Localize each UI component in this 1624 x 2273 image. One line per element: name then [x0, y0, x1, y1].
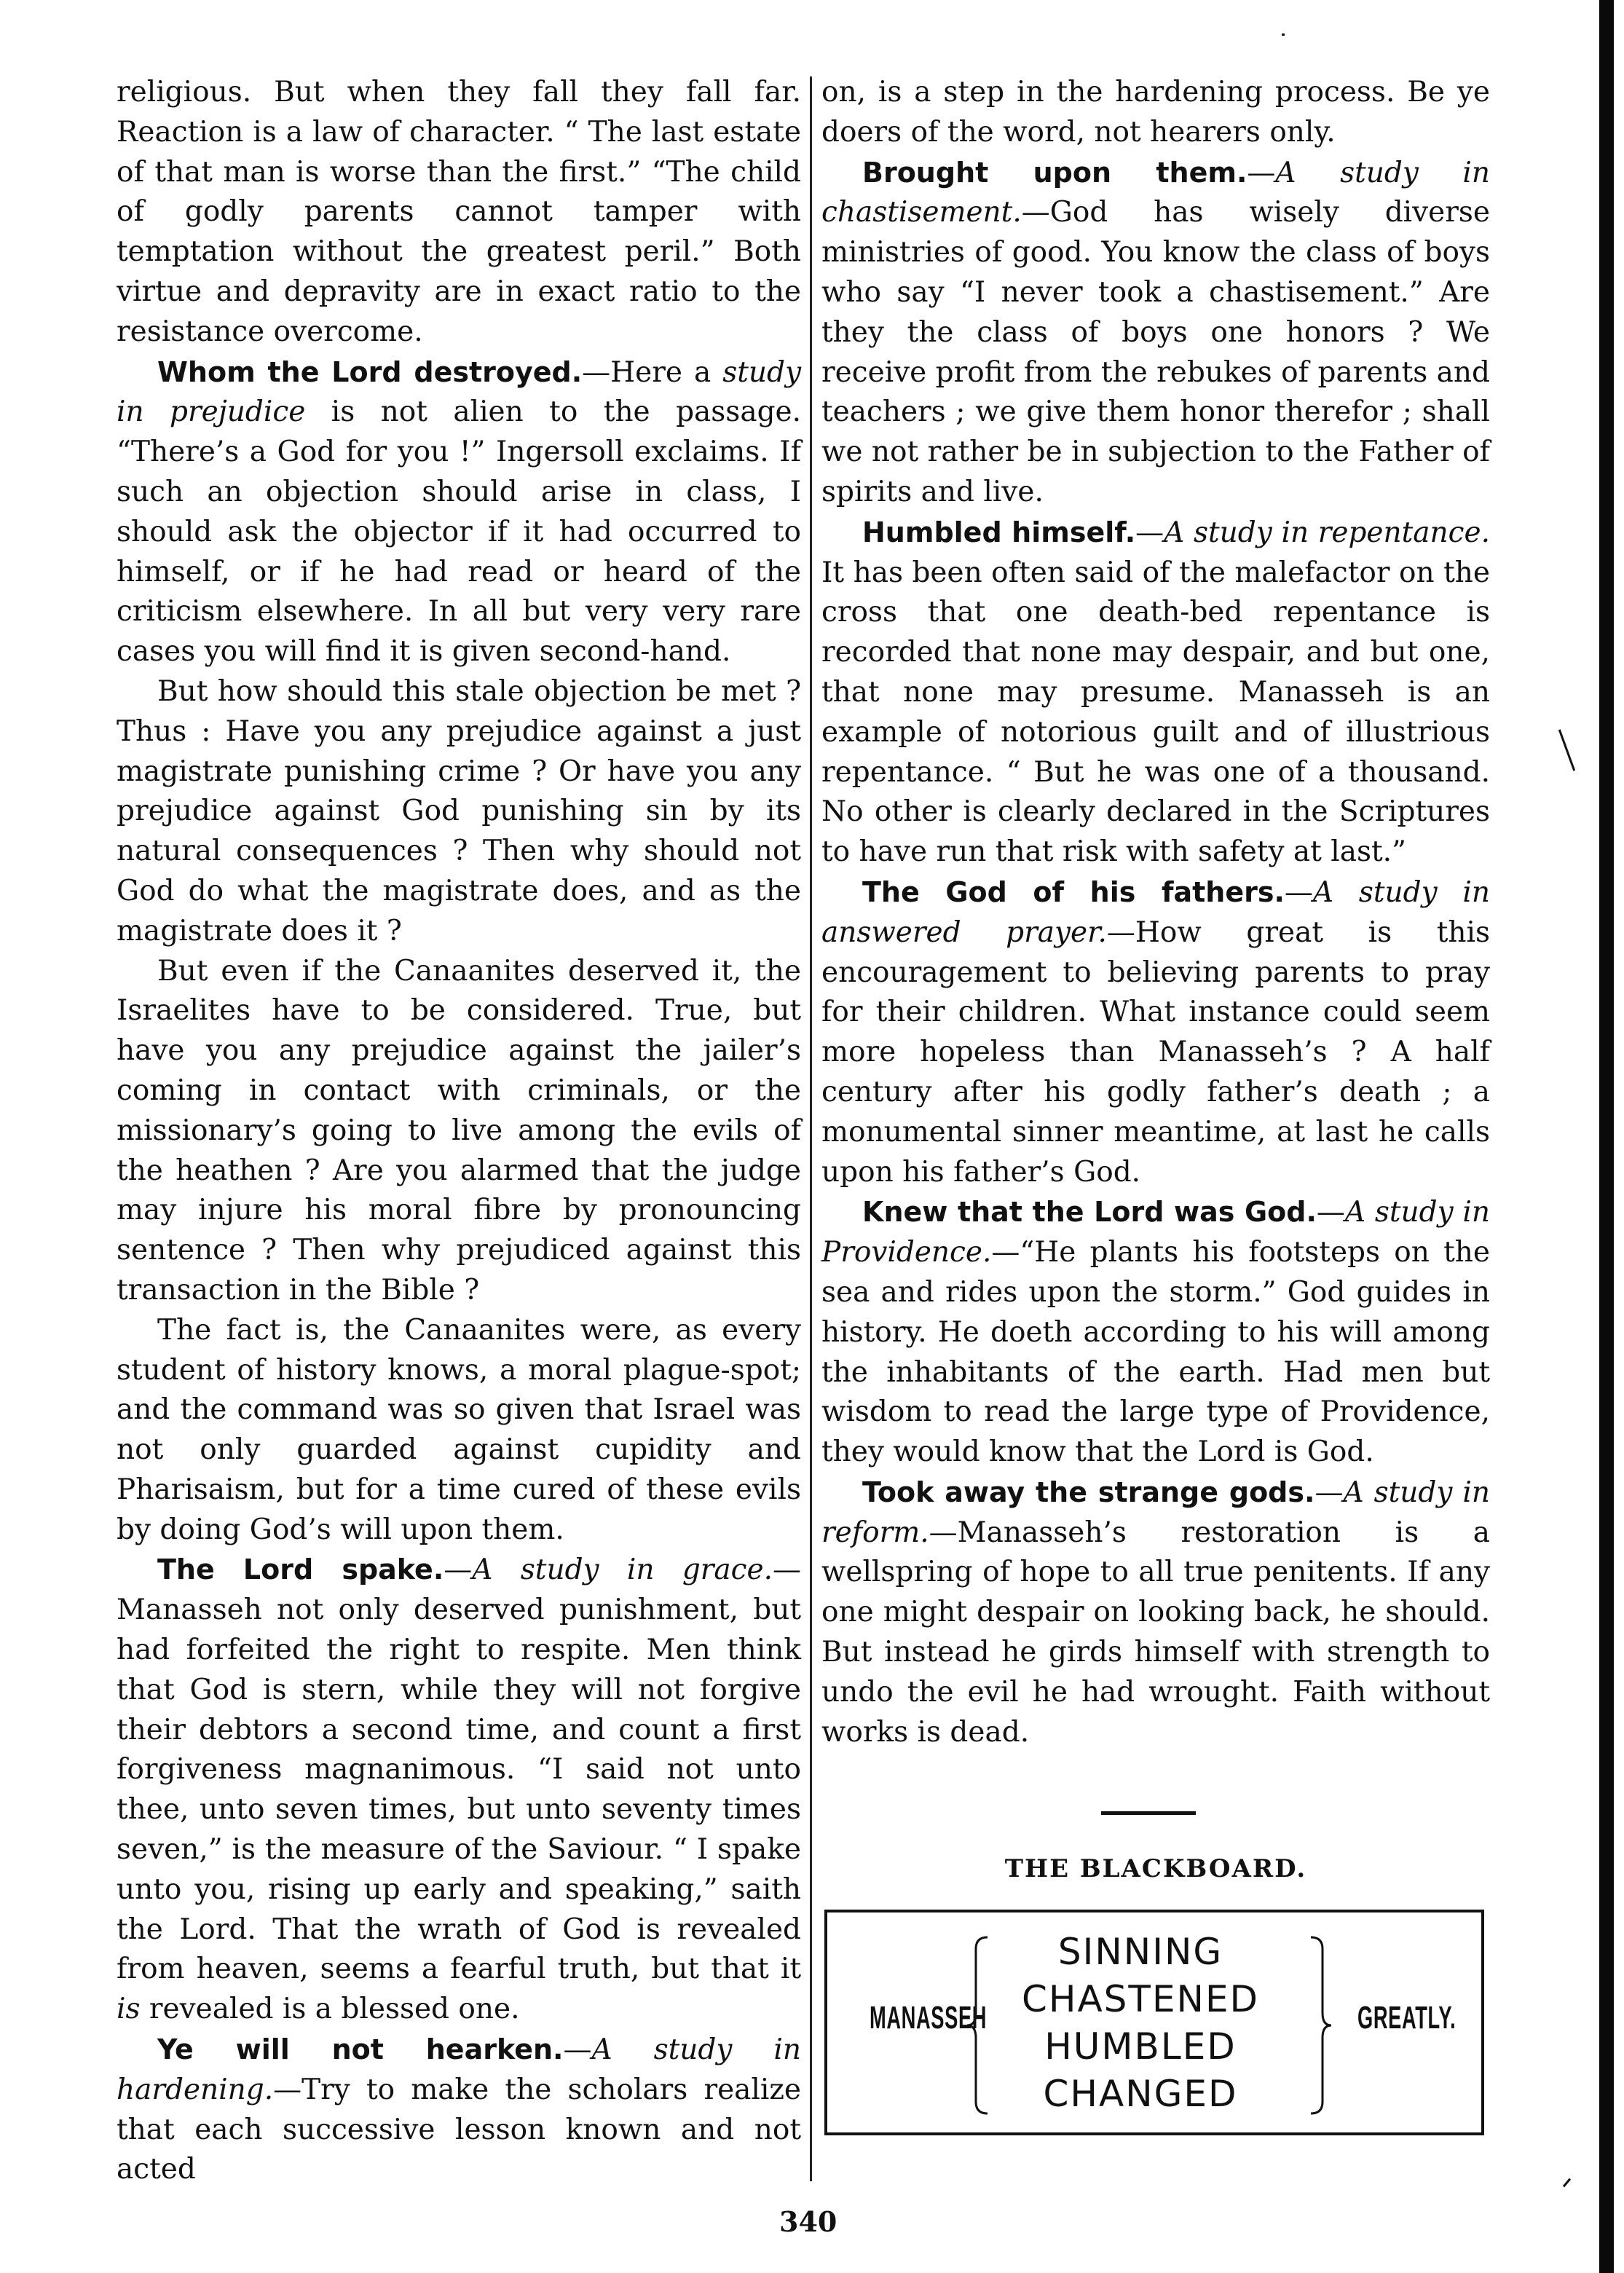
section-text: —How great is this encouragement to believing parents to pray for their children. What instance could seem more hopeless than Manasseh’s ? A half century after his godly father’s death ; a monumental sinner meantime, at last he calls upon his father’s God. — [821, 915, 1490, 1189]
dash: — — [1247, 156, 1276, 189]
section-subtitle: A study in answered prayer. — [821, 875, 1490, 949]
dash: — — [1314, 1476, 1344, 1509]
section-subtitle: A study in reform. — [821, 1476, 1490, 1549]
left-brace-icon — [966, 1934, 990, 2116]
emphasis: is — [117, 1993, 141, 2026]
section-subtitle: A study in grace. — [472, 1553, 773, 1587]
section-heading: Brought upon them. — [862, 156, 1247, 189]
blackboard-word: CHASTENED — [1021, 1978, 1260, 2020]
section-heading: Knew that the Lord was God. — [862, 1196, 1317, 1229]
blackboard-title: THE BLACKBOARD. — [1004, 1854, 1307, 1883]
paragraph: But how should this stale objection be met ? Thus : Have you any prejudice against a just magistrate punishing crime ? Or have you any prejudice against God punishing sin by its natural consequences ? Then why should not God do what the magistrate does, and as the magistrate does it ? — [117, 674, 801, 948]
section-text: —God has wisely diverse ministries of good. You know the class of boys who say “I never took a chastisement.” Are they the class of boys one honors ? We receive profit from the rebukes of parents and teachers ; we give them honor therefor ; shall we not rather be in subjection to the Father of spirits and live. — [821, 196, 1490, 508]
dash: — — [1284, 875, 1313, 909]
paragraph: on, is a step in the hardening process. Be ye doers of the word, not hearers only. — [821, 76, 1490, 149]
blackboard-word-list — [1002, 1929, 1279, 2118]
page-number: 340 — [779, 2205, 837, 2238]
dash: — — [1316, 1196, 1345, 1229]
paragraph: The fact is, the Canaanites were, as every student of history knows, a moral plague-spot; and the command was so given that Israel was not only guarded against cupidity and Pharisaism, but for a time cured of these evils by doing God’s will upon them. — [117, 1313, 801, 1546]
section-brought-upon-them — [821, 153, 1490, 513]
section-took-away-the-strange-gods — [821, 1473, 1490, 1753]
section-humbled-himself — [821, 513, 1490, 872]
page-edge-shadow — [1599, 0, 1614, 2273]
blackboard-left-word: MANASSEH — [870, 2000, 988, 2036]
section-heading: The Lord spake. — [157, 1553, 444, 1586]
section-whom-the-lord-destroyed — [117, 352, 801, 672]
blackboard-word: SINNING — [1057, 1931, 1223, 1973]
section-text: —Try to make the scholars realize that each successive lesson known and not acted — [117, 2073, 801, 2186]
section-ye-will-not-hearken — [117, 2030, 801, 2190]
dash: —Here a — [582, 355, 723, 389]
section-subtitle: A study in repentance. — [1164, 516, 1490, 549]
column-divider — [810, 76, 812, 2181]
section-knew-that-the-lord-was-god — [821, 1192, 1490, 1473]
section-heading: Humbled himself. — [862, 516, 1136, 548]
section-text: —Manasseh’s restoration is a wellspring of hope to all true penitents. If any one might despair on looking back, he should. But instead he girds himself with strength to undo the evil he had wrought. Faith without works is dead. — [821, 1516, 1490, 1749]
section-heading: Whom the Lord destroyed. — [157, 355, 583, 388]
section-text: —Manasseh not only deserved punishment, but had forfeited the right to respite. Men think that God is stern, while they will not forgive their debtors a second time, and count a first forgiveness magnanimous. “I said not unto thee, unto seven times, but unto seventy times seven,” is the measure of the Saviour. “ I spake unto you, rising up early and speaking,” saith the Lord. That the wrath of God is revealed from heaven, seems a fearful truth, but that it — [117, 1553, 801, 1986]
section-heading: The God of his fathers. — [862, 875, 1285, 908]
section-text: It has been often said of the malefactor on the cross that one death-bed repentance is recorded that none may despair, and but one, that none may presume. Manasseh is an example of notorious guilt and of illustrious repentance. “ But he was one of a thousand. No other is clearly declared in the Scriptures to have run that risk with safety at last.” — [821, 556, 1490, 869]
dash: — — [563, 2033, 592, 2067]
section-subtitle: study in prejudice — [117, 355, 801, 429]
dash: — — [1135, 516, 1164, 549]
section-heading: Took away the strange gods. — [862, 1476, 1315, 1508]
right-column — [821, 73, 1490, 1752]
section-heading: Ye will not hearken. — [157, 2033, 564, 2066]
dash: — — [444, 1553, 473, 1587]
left-column — [117, 73, 801, 2190]
print-speck — [1282, 34, 1285, 36]
section-subtitle: A study in chastisement. — [821, 156, 1490, 229]
blackboard-word: HUMBLED — [1044, 2025, 1237, 2068]
section-text: is not alien to the passage. “There’s a God for you !” Ingersoll exclaims. If such an objection should arise in class, I should ask the objector if it had occurred to himself, or if he had read or heard of the criticism elsewhere. In all but very very rare cases you will find it is given second-hand. — [117, 395, 802, 669]
print-speck — [1563, 2178, 1571, 2188]
section-subtitle: A study in hardening. — [117, 2033, 801, 2106]
section-rule — [1101, 1811, 1196, 1815]
section-subtitle: A study in Providence. — [821, 1196, 1490, 1269]
blackboard-word: CHANGED — [1043, 2073, 1238, 2115]
blackboard-right-word: GREATLY. — [1357, 2000, 1457, 2036]
right-brace-icon — [1308, 1934, 1333, 2116]
section-text: revealed is a blessed one. — [140, 1993, 520, 2026]
paragraph: But even if the Canaanites deserved it, the Israelites have to be considered. True, but have you any prejudice against the jailer’s coming in contact with criminals, or the missionary’s going to live among the evils of the heathen ? Are you alarmed that the judge may injure his moral fibre by pronouncing sentence ? Then why prejudiced against this transaction in the Bible ? — [117, 954, 801, 1307]
paragraph: religious. But when they fall they fall far. Reaction is a law of character. “ The last estate of that man is worse than the first.” “The child of godly parents cannot tamper with temptation without the greatest peril.” Both virtue and depravity are in exact ratio to the resistance overcome. — [117, 76, 801, 348]
section-the-god-of-his-fathers — [821, 872, 1490, 1192]
print-speck — [1558, 729, 1575, 771]
section-the-lord-spake — [117, 1550, 801, 2030]
section-text: —“He plants his footsteps on the sea and rides upon the storm.” God guides in history. He doeth according to his will among the inhabitants of the earth. Had men but wisdom to read the large type of Providence, they would know that the Lord is God. — [821, 1236, 1490, 1469]
blackboard-box — [824, 1910, 1484, 2135]
